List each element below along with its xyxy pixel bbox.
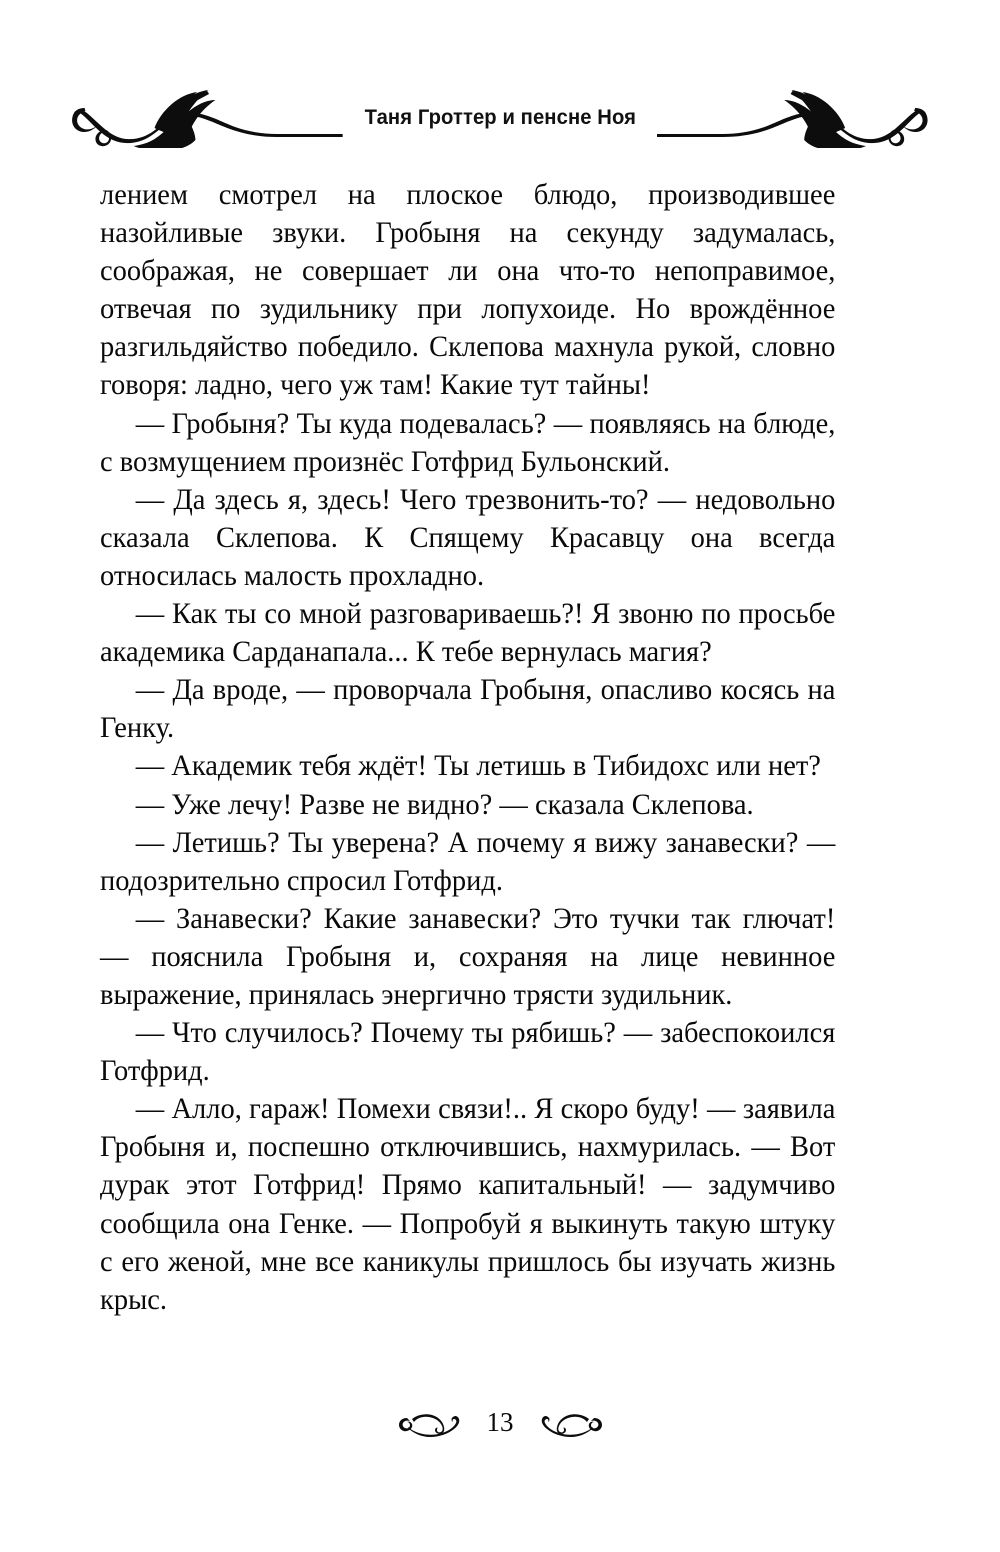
paragraph: — Как ты со мной разговариваешь?! Я звоню по просьбе академика Сарданапала... К тебе вернулась магия?	[100, 598, 836, 669]
paragraph: лением смотрел на плоское блюдо, производившее назойливые звуки. Гробыня на секунду задумалась, соображая, не совершает ли она что-то непоправимое, отвечая по зудильнику при лопухоиде. Но врождённое разгильдяйство победило. Склепова махнула рукой, словно говоря: ладно, чего уж там! Какие тут тайны!	[100, 179, 836, 402]
paragraph: — Гробыня? Ты куда подевалась? — появляясь на блюде, с возмущением произнёс Готфрид Бульонский.	[100, 407, 836, 478]
leafy-flourish-ornament-left-icon	[70, 86, 343, 148]
paragraph: — Академик тебя ждёт! Ты летишь в Тибидохс или нет?	[135, 750, 821, 783]
page-number: 13	[486, 1406, 514, 1437]
running-head-title: Таня Гроттер и пенсне Ноя	[364, 104, 636, 129]
paragraph: — Да вроде, — проворчала Гробыня, опасливо косясь на Генку.	[100, 674, 836, 745]
paragraph: — Да здесь я, здесь! Чего трезвонить-то? — недовольно сказала Склепова. К Спящему Красавцу она всегда относилась малость прохладно.	[100, 483, 836, 592]
paragraph: — Алло, гараж! Помехи связи!.. Я скоро буду! — заявила Гробыня и, поспешно отключившись, нахмурилась. — Вот дурак этот Готфрид! Прямо капитальный! — задумчиво сообщила она Генке. — Попробуй я выкинуть такую штуку с его женой, мне все каникулы пришлось бы изучать жизнь крыс.	[100, 1093, 836, 1316]
paragraph: — Уже лечу! Разве не видно? — сказала Склепова.	[135, 788, 754, 821]
running-head	[70, 86, 930, 148]
paragraph: — Что случилось? Почему ты рябишь? — забеспокоился Готфрид.	[100, 1017, 836, 1088]
page-footer	[0, 1398, 1000, 1448]
swash-flourish-ornament-left-icon	[399, 1406, 461, 1440]
paragraph: — Летишь? Ты уверена? А почему я вижу занавески? — подозрительно спросил Готфрид.	[100, 826, 836, 897]
paragraph: — Занавески? Какие занавески? Это тучки так глючат! — пояснила Гробыня и, сохраняя на лице невинное выражение, принялась энергично трясти зудильник.	[100, 902, 836, 1011]
leafy-flourish-ornament-right-icon	[657, 86, 930, 148]
swash-flourish-ornament-right-icon	[540, 1406, 602, 1440]
body-text	[100, 176, 862, 1319]
